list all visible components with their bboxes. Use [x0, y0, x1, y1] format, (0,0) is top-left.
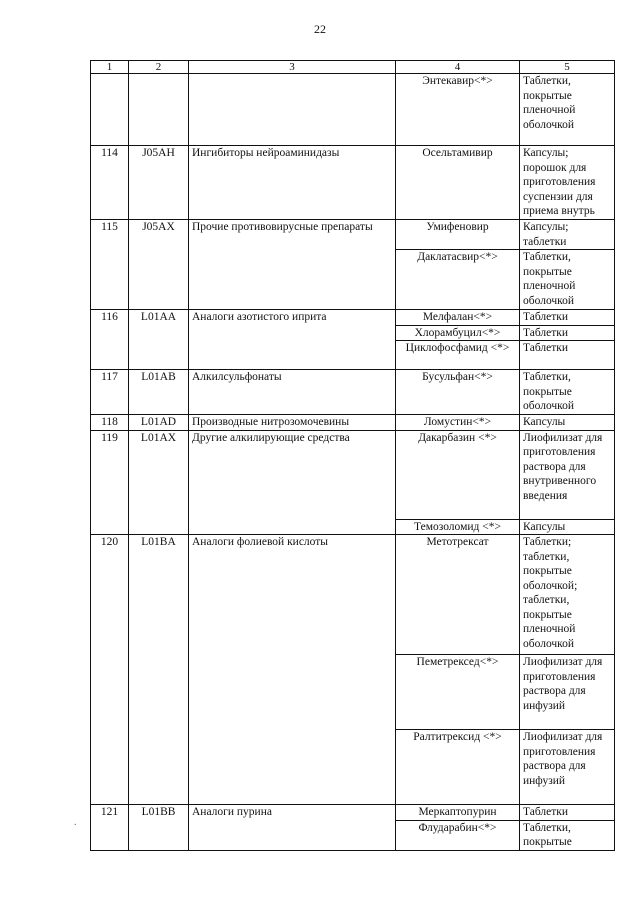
table-row: [91, 415, 615, 431]
drug-name: Даклатасвир<*>: [396, 250, 520, 310]
dosage-form: Лиофилизат для приготовления раствора для инфузий: [520, 730, 615, 805]
drug-group: Аналоги пурина: [189, 805, 396, 851]
row-number: [91, 74, 129, 146]
drug-name: Умифеновир: [396, 220, 520, 250]
dosage-form: Таблетки: [520, 805, 615, 821]
drug-group: Другие алкилирующие средства: [189, 430, 396, 535]
drug-name: Пеметрексед<*>: [396, 655, 520, 730]
row-number: 120: [91, 535, 129, 805]
atc-code: L01AA: [129, 310, 189, 370]
medication-table: [90, 60, 615, 851]
drug-name: Флударабин<*>: [396, 820, 520, 850]
drug-name: Дакарбазин <*>: [396, 430, 520, 519]
dosage-form: Лиофилизат для приготовления раствора для внутривенного введения: [520, 430, 615, 519]
drug-group: Алкилсульфонаты: [189, 370, 396, 415]
atc-code: J05AH: [129, 146, 189, 220]
row-number: 119: [91, 430, 129, 535]
table-row: [91, 430, 615, 519]
header-col-4: 4: [396, 61, 520, 74]
dosage-form: Таблетки; таблетки, покрытые оболочкой; таблетки, покрытые пленочной оболочкой: [520, 535, 615, 655]
drug-name: Циклофосфамид <*>: [396, 341, 520, 370]
table-row: [91, 220, 615, 250]
drug-name: Темозоломид <*>: [396, 519, 520, 535]
header-col-5: 5: [520, 61, 615, 74]
table-row: [91, 805, 615, 821]
drug-name: Бусульфан<*>: [396, 370, 520, 415]
drug-group: [189, 74, 396, 146]
table-row: [91, 74, 615, 146]
drug-group: Аналоги азотистого иприта: [189, 310, 396, 370]
dosage-form: Таблетки, покрытые пленочной оболочкой: [520, 250, 615, 310]
row-number: 118: [91, 415, 129, 431]
drug-name: Осельтамивир: [396, 146, 520, 220]
header-col-1: 1: [91, 61, 129, 74]
drug-name: Мелфалан<*>: [396, 310, 520, 326]
row-number: 117: [91, 370, 129, 415]
dosage-form: Таблетки: [520, 325, 615, 341]
table-row: [91, 310, 615, 326]
header-col-2: 2: [129, 61, 189, 74]
drug-name: Энтекавир<*>: [396, 74, 520, 146]
drug-group: Прочие противовирусные препараты: [189, 220, 396, 310]
dosage-form: Капсулы; порошок для приготовления суспензии для приема внутрь: [520, 146, 615, 220]
dosage-form: Лиофилизат для приготовления раствора для инфузий: [520, 655, 615, 730]
row-number: 121: [91, 805, 129, 851]
drug-name: Хлорамбуцил<*>: [396, 325, 520, 341]
table-row: [91, 370, 615, 415]
dosage-form: Таблетки, покрытые оболочкой: [520, 370, 615, 415]
table-row: [91, 535, 615, 655]
dosage-form: Капсулы: [520, 519, 615, 535]
atc-code: L01AB: [129, 370, 189, 415]
drug-name: Меркаптопурин: [396, 805, 520, 821]
drug-group: Ингибиторы нейроаминидазы: [189, 146, 396, 220]
header-row: [91, 61, 615, 74]
row-number: 116: [91, 310, 129, 370]
scan-dot: .: [74, 817, 77, 828]
page-number: 22: [314, 22, 326, 36]
row-number: 115: [91, 220, 129, 310]
dosage-form: Таблетки, покрытые пленочной оболочкой: [520, 74, 615, 146]
drug-group: Аналоги фолиевой кислоты: [189, 535, 396, 805]
header-col-3: 3: [189, 61, 396, 74]
dosage-form: Капсулы: [520, 415, 615, 431]
drug-name: Ралтитрексид <*>: [396, 730, 520, 805]
atc-code: J05AX: [129, 220, 189, 310]
table-row: [91, 146, 615, 220]
atc-code: L01BB: [129, 805, 189, 851]
atc-code: [129, 74, 189, 146]
drug-name: Метотрексат: [396, 535, 520, 655]
atc-code: L01AX: [129, 430, 189, 535]
atc-code: L01AD: [129, 415, 189, 431]
dosage-form: Капсулы; таблетки: [520, 220, 615, 250]
row-number: 114: [91, 146, 129, 220]
drug-group: Производные нитрозомочевины: [189, 415, 396, 431]
drug-name: Ломустин<*>: [396, 415, 520, 431]
dosage-form: Таблетки: [520, 341, 615, 370]
dosage-form: Таблетки, покрытые: [520, 820, 615, 850]
dosage-form: Таблетки: [520, 310, 615, 326]
atc-code: L01BA: [129, 535, 189, 805]
